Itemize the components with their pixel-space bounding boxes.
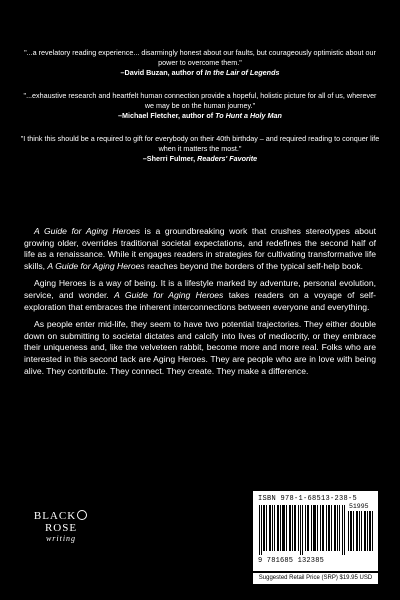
book-description <box>24 226 376 383</box>
description-paragraph-3: As people enter mid-life, they seem to have two potential trajectories. They either double down on submitting to societal dictates and calcify into lives of mediocrity, or they embrace their uniqueness and, like the velveteen rabbit, become more and more real. Folks who are interested in this second tack are Aging Heroes. They are people who are in love with being alive. They contribute. They connect. They create. They make a difference. <box>24 319 376 376</box>
barcode-bars <box>259 505 345 555</box>
publisher-logo: BLACKROSE writing <box>26 510 96 543</box>
review-attribution: –Michael Fletcher, author of To Hunt a Holy Man <box>118 111 282 120</box>
review-1 <box>20 48 380 78</box>
review-3 <box>20 134 380 164</box>
price-code: 51995 <box>349 503 369 510</box>
isbn-digits: 9 781685 132385 <box>258 557 325 565</box>
review-attribution: –David Buzan, author of In the Lair of Legends <box>120 68 280 77</box>
review-quote: "I think this should be a required to gift for everybody on their 40th birthday – and required reading to conquer life when it matters the most." <box>20 134 380 153</box>
description-paragraph-1: A Guide for Aging Heroes is a groundbreaking work that crushes stereotypes about growing older, overrides traditional societal expectations, and redefines the second half of life as a renaissance. While it engages readers in strategies for cultivating transformative life skills, A Guide for Aging Heroes reaches beyond the borders of the typical self-help book. <box>24 226 376 271</box>
isbn-text: ISBN 978-1-68513-238-5 <box>258 495 358 503</box>
review-quote: "...exhaustive research and heartfelt human connection provide a hopeful, holistic picture for all of us, wherever we may be on the human journey." <box>23 91 377 110</box>
reviews-section <box>20 48 380 177</box>
review-attribution: –Sherri Fulmer, Readers' Favorite <box>142 154 258 163</box>
price-barcode-bars <box>348 511 374 551</box>
isbn-barcode <box>253 491 378 571</box>
review-quote: "...a revelatory reading experience... disarmingly honest about our faults, but courageously optimistic about our power to overcome them." <box>24 48 376 67</box>
review-2 <box>20 91 380 121</box>
price-label: Suggested Retail Price (SRP) $19.95 USD <box>253 573 378 584</box>
description-paragraph-2: Aging Heroes is a way of being. It is a lifestyle marked by adventure, personal evolution, service, and wonder. A Guide for Aging Heroes takes readers on a voyage of self-exploration that embraces the inherent interconnections between everyone and everything. <box>24 278 376 312</box>
rose-icon <box>77 510 87 520</box>
